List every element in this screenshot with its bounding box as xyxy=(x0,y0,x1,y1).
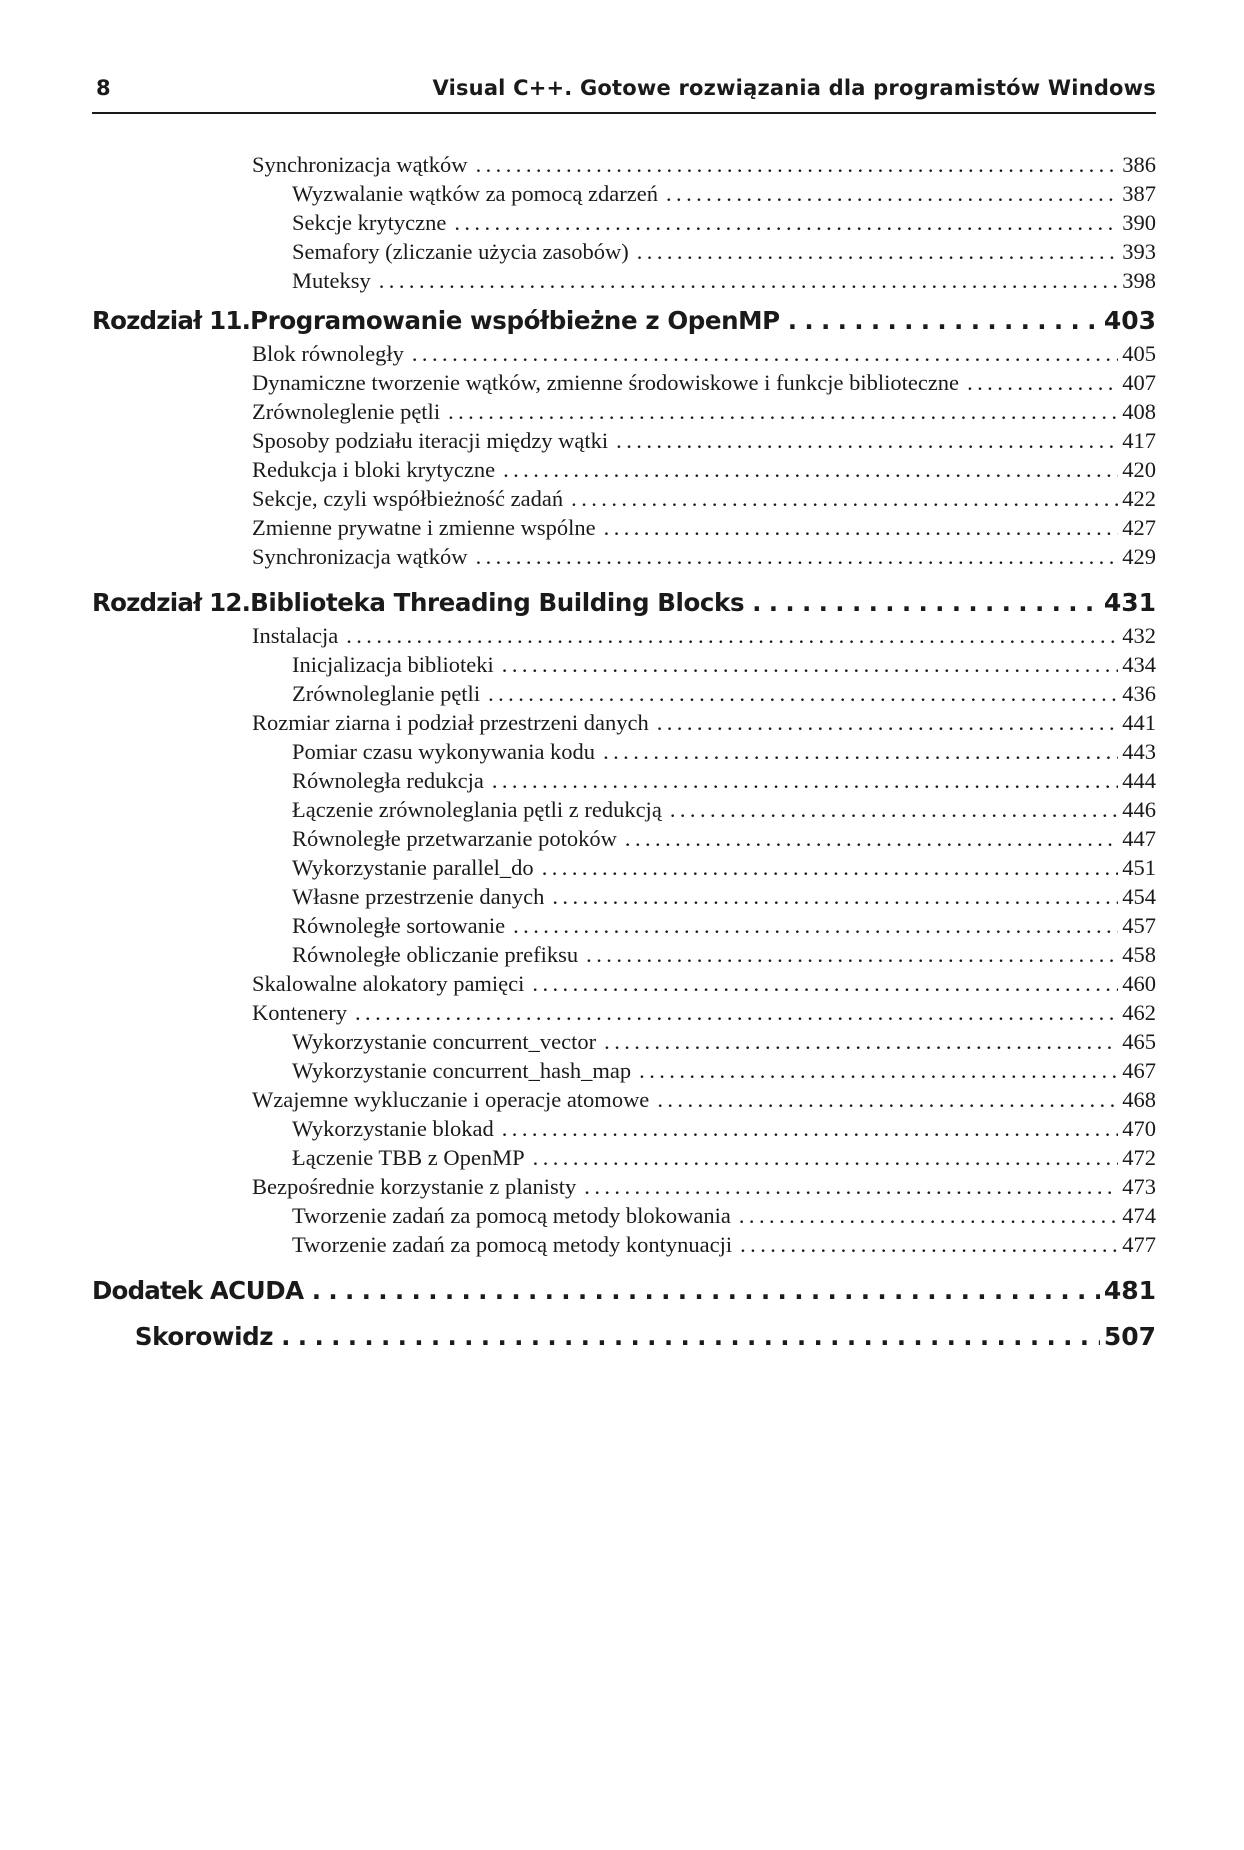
entry-title: Równoległe sortowanie xyxy=(292,911,513,940)
page-ref: 441 xyxy=(1122,710,1156,735)
toc-subentry xyxy=(92,911,1156,940)
dot-leader xyxy=(532,969,1118,998)
toc-subentry xyxy=(92,208,1156,237)
page-ref: 427 xyxy=(1122,515,1156,540)
dot-leader xyxy=(657,708,1119,737)
page-ref: 462 xyxy=(1122,1000,1156,1025)
dot-leader xyxy=(584,1172,1118,1201)
toc-subentry xyxy=(92,650,1156,679)
toc-chapter xyxy=(92,1273,1156,1309)
toc-subentry xyxy=(92,1143,1156,1172)
chapter-label: Rozdział 11. xyxy=(92,306,251,335)
dot-leader xyxy=(488,679,1118,708)
chapter-label: Rozdział 12. xyxy=(92,588,251,617)
dot-leader xyxy=(967,368,1118,397)
toc-entry xyxy=(92,998,1156,1027)
toc-entry xyxy=(92,969,1156,998)
entry-title: Równoległa redukcja xyxy=(292,766,492,795)
entry-title: Synchronizacja wątków xyxy=(252,150,476,179)
page-ref: 436 xyxy=(1122,681,1156,706)
entry-title: Łączenie TBB z OpenMP xyxy=(292,1143,533,1172)
dot-leader xyxy=(666,179,1118,208)
toc-subentry xyxy=(92,266,1156,295)
entry-title: Sekcje, czyli współbieżność zadań xyxy=(252,484,571,513)
page-ref: 465 xyxy=(1122,1029,1156,1054)
entry-title: Wyzwalanie wątków za pomocą zdarzeń xyxy=(292,179,666,208)
toc-entry xyxy=(92,426,1156,455)
dot-leader xyxy=(492,766,1118,795)
toc-subentry xyxy=(92,882,1156,911)
dot-leader xyxy=(502,1114,1119,1143)
entry-title: Zrównoleglenie pętli xyxy=(252,397,448,426)
page-ref: 457 xyxy=(1122,913,1156,938)
entry-title: Tworzenie zadań za pomocą metody kontynuacji xyxy=(292,1230,740,1259)
entry-title: Własne przestrzenie danych xyxy=(292,882,552,911)
entry-title: Wykorzystanie concurrent_hash_map xyxy=(292,1056,639,1085)
dot-leader xyxy=(454,208,1118,237)
toc-subentry xyxy=(92,795,1156,824)
dot-leader xyxy=(533,1143,1119,1172)
toc-entry xyxy=(92,542,1156,571)
dot-leader xyxy=(603,737,1118,766)
page-ref: 386 xyxy=(1122,152,1156,177)
toc-entry xyxy=(92,150,1156,179)
page-ref: 422 xyxy=(1122,486,1156,511)
dot-leader xyxy=(604,1027,1118,1056)
page-ref: 458 xyxy=(1122,942,1156,967)
dot-leader xyxy=(312,1273,1100,1309)
dot-leader xyxy=(346,621,1118,650)
toc-entry xyxy=(92,397,1156,426)
dot-leader xyxy=(571,484,1118,513)
entry-title: Biblioteka Threading Building Blocks xyxy=(250,585,752,621)
toc-chapter xyxy=(92,1319,1156,1355)
entry-title: Łączenie zrównoleglania pętli z redukcją xyxy=(292,795,670,824)
page-header xyxy=(92,72,1156,114)
toc-chapter xyxy=(92,303,1156,339)
page-ref: 481 xyxy=(1103,1276,1156,1305)
dot-leader xyxy=(476,150,1119,179)
entry-title: CUDA xyxy=(228,1273,312,1309)
toc-entry xyxy=(92,1172,1156,1201)
dot-leader xyxy=(552,882,1118,911)
page-ref: 474 xyxy=(1122,1203,1156,1228)
page-ref: 417 xyxy=(1122,428,1156,453)
entry-title: Skalowalne alokatory pamięci xyxy=(252,969,532,998)
page-ref: 403 xyxy=(1103,306,1156,335)
dot-leader xyxy=(739,1201,1118,1230)
dot-leader xyxy=(752,585,1100,621)
entry-title: Blok równoległy xyxy=(252,339,412,368)
page-ref: 446 xyxy=(1122,797,1156,822)
page-ref: 468 xyxy=(1122,1087,1156,1112)
toc-subentry xyxy=(92,1201,1156,1230)
page-ref: 447 xyxy=(1122,826,1156,851)
page-ref: 477 xyxy=(1122,1232,1156,1257)
page-ref: 460 xyxy=(1122,971,1156,996)
toc-subentry xyxy=(92,1056,1156,1085)
toc-subentry xyxy=(92,737,1156,766)
toc-subentry xyxy=(92,853,1156,882)
page-ref: 390 xyxy=(1122,210,1156,235)
toc-subentry xyxy=(92,679,1156,708)
chapter-label: Dodatek A xyxy=(92,1276,229,1305)
entry-title: Instalacja xyxy=(252,621,346,650)
dot-leader xyxy=(586,940,1118,969)
page-ref: 420 xyxy=(1122,457,1156,482)
toc-entry xyxy=(92,455,1156,484)
entry-title: Sposoby podziału iteracji między wątki xyxy=(252,426,616,455)
dot-leader xyxy=(542,853,1119,882)
entry-title: Semafory (zliczanie użycia zasobów) xyxy=(292,237,637,266)
dot-leader xyxy=(637,237,1119,266)
entry-title: Równoległe obliczanie prefiksu xyxy=(292,940,586,969)
entry-title: Programowanie współbieżne z OpenMP xyxy=(250,303,788,339)
dot-leader xyxy=(412,339,1118,368)
toc-subentry xyxy=(92,1027,1156,1056)
toc-entry xyxy=(92,484,1156,513)
table-of-contents xyxy=(92,150,1156,1355)
page-ref: 473 xyxy=(1122,1174,1156,1199)
entry-title: Sekcje krytyczne xyxy=(292,208,454,237)
page-ref: 431 xyxy=(1103,588,1156,617)
toc-subentry xyxy=(92,237,1156,266)
dot-leader xyxy=(639,1056,1118,1085)
page-number: 8 xyxy=(96,76,111,100)
entry-title: Redukcja i bloki krytyczne xyxy=(252,455,503,484)
entry-title: Muteksy xyxy=(292,266,379,295)
toc-subentry xyxy=(92,766,1156,795)
entry-title: Skorowidz xyxy=(135,1319,281,1355)
page-ref: 434 xyxy=(1122,652,1156,677)
entry-title: Wzajemne wykluczanie i operacje atomowe xyxy=(252,1085,657,1114)
entry-title: Synchronizacja wątków xyxy=(252,542,476,571)
toc-subentry xyxy=(92,940,1156,969)
entry-title: Zmienne prywatne i zmienne wspólne xyxy=(252,513,604,542)
dot-leader xyxy=(616,426,1118,455)
page-ref: 429 xyxy=(1122,544,1156,569)
toc-entry xyxy=(92,708,1156,737)
dot-leader xyxy=(379,266,1119,295)
toc-entry xyxy=(92,513,1156,542)
dot-leader xyxy=(670,795,1118,824)
page-ref: 507 xyxy=(1103,1322,1156,1351)
toc-entry xyxy=(92,339,1156,368)
page-ref: 451 xyxy=(1122,855,1156,880)
dot-leader xyxy=(448,397,1118,426)
dot-leader xyxy=(281,1319,1100,1355)
entry-title: Wykorzystanie concurrent_vector xyxy=(292,1027,604,1056)
page-ref: 387 xyxy=(1122,181,1156,206)
page-ref: 454 xyxy=(1122,884,1156,909)
toc-chapter xyxy=(92,585,1156,621)
running-title: Visual C++. Gotowe rozwiązania dla programistów Windows xyxy=(432,76,1156,100)
page-ref: 444 xyxy=(1122,768,1156,793)
entry-title: Zrównoleglanie pętli xyxy=(292,679,488,708)
toc-entry xyxy=(92,368,1156,397)
page-ref: 408 xyxy=(1122,399,1156,424)
toc-entry xyxy=(92,1085,1156,1114)
toc-subentry xyxy=(92,179,1156,208)
toc-subentry xyxy=(92,824,1156,853)
dot-leader xyxy=(503,455,1118,484)
dot-leader xyxy=(788,303,1100,339)
dot-leader xyxy=(355,998,1118,1027)
entry-title: Kontenery xyxy=(252,998,355,1027)
page-ref: 472 xyxy=(1122,1145,1156,1170)
toc-subentry xyxy=(92,1230,1156,1259)
entry-title: Rozmiar ziarna i podział przestrzeni danych xyxy=(252,708,657,737)
page-ref: 393 xyxy=(1122,239,1156,264)
dot-leader xyxy=(604,513,1119,542)
dot-leader xyxy=(502,650,1118,679)
dot-leader xyxy=(657,1085,1118,1114)
entry-title: Bezpośrednie korzystanie z planisty xyxy=(252,1172,584,1201)
entry-title: Wykorzystanie blokad xyxy=(292,1114,502,1143)
entry-title: Pomiar czasu wykonywania kodu xyxy=(292,737,603,766)
page-ref: 470 xyxy=(1122,1116,1156,1141)
page-ref: 443 xyxy=(1122,739,1156,764)
entry-title: Równoległe przetwarzanie potoków xyxy=(292,824,625,853)
entry-title: Dynamiczne tworzenie wątków, zmienne środowiskowe i funkcje biblioteczne xyxy=(252,368,967,397)
entry-title: Wykorzystanie parallel_do xyxy=(292,853,542,882)
entry-title: Inicjalizacja biblioteki xyxy=(292,650,502,679)
entry-title: Tworzenie zadań za pomocą metody blokowania xyxy=(292,1201,739,1230)
dot-leader xyxy=(476,542,1119,571)
page-ref: 398 xyxy=(1122,268,1156,293)
dot-leader xyxy=(513,911,1118,940)
toc-subentry xyxy=(92,1114,1156,1143)
dot-leader xyxy=(740,1230,1118,1259)
page-ref: 432 xyxy=(1122,623,1156,648)
toc-entry xyxy=(92,621,1156,650)
page-ref: 467 xyxy=(1122,1058,1156,1083)
dot-leader xyxy=(625,824,1118,853)
page-ref: 407 xyxy=(1122,370,1156,395)
page-ref: 405 xyxy=(1122,341,1156,366)
